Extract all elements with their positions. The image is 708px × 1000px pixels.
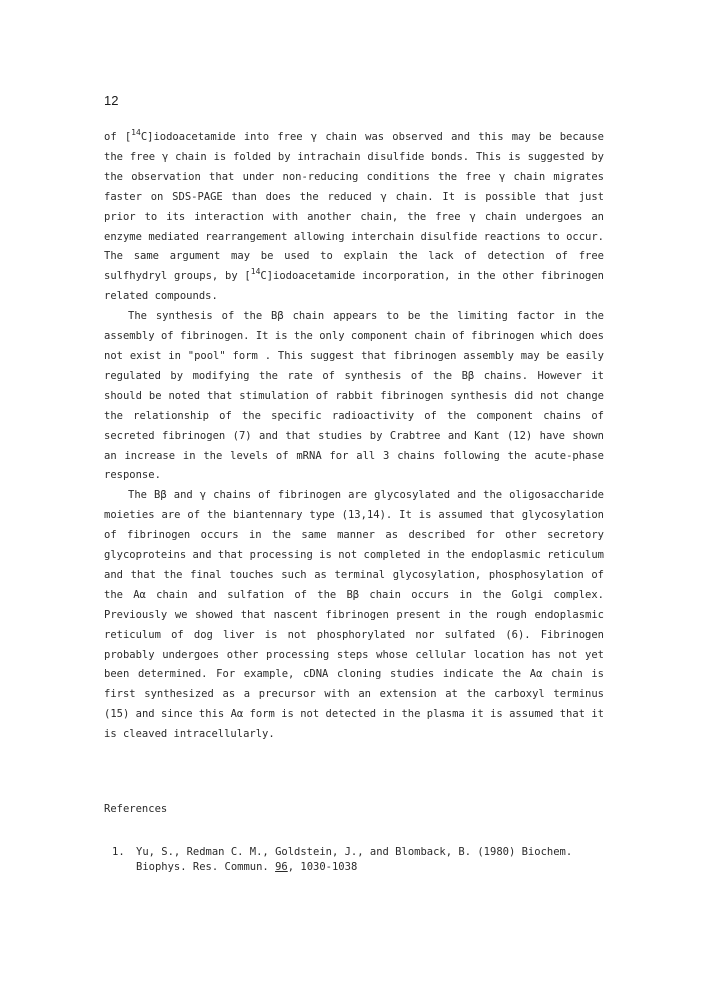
reference-pages: , 1030-1038	[287, 861, 358, 873]
text-run: C]iodoacetamide incorporation, in the other fibrinogen related compounds.	[104, 270, 604, 303]
superscript: 14	[250, 267, 261, 277]
reference-line-2	[104, 860, 609, 875]
references-heading: References	[104, 803, 168, 815]
reference-number: 1.	[112, 846, 125, 858]
paragraph-2	[104, 307, 604, 486]
paragraph-3	[104, 486, 604, 745]
text-run: C]iodoacetamide into free γ chain was observed and this may be because the free γ chain is folded by intrachain disulfide bonds. This is suggested by the observation that under non-reducing conditions the free γ chain migrates faster on SDS-PAGE than does the reduced γ chain. It is possible that just prior to its interaction with another chain, the free γ chain undergoes an enzyme mediated rearrangement allowing interchain disulfide reactions to occur. The same argument may be used to explain the lack of detection of free sulfhydryl groups, by [	[104, 131, 604, 283]
superscript: 14	[131, 128, 141, 137]
body-text	[104, 128, 604, 745]
text-run: The synthesis of the Bβ chain appears to be the limiting factor in the assembly of fibrinogen. It is the only component chain of fibrinogen which does not exist in "pool" form . This suggest that fibrinogen assembly may be easily regulated by modifying the rate of synthesis of the Bβ chains. However it should be noted that stimulation of rabbit fibrinogen synthesis did not change the relationship of the specific radioactivity of the component chains of secreted fibrinogen (7) and that studies by Crabtree and Kant (12) have shown an increase in the levels of mRNA for all 3 chains following the acute-phase response.	[104, 310, 604, 482]
reference-item	[104, 845, 609, 875]
text-run: The Bβ and γ chains of fibrinogen are glycosylated and the oligosaccharide moieties are of the biantennary type (13,14). It is assumed that glycosylation of fibrinogen occurs in the same manner as described for other secretory glycoproteins and that processing is not completed in the endoplasmic reticulum and that the final touches such as terminal glycosylation, phosphosylation of the Aα chain and sulfation of the Bβ chain occurs in the Golgi complex. Previously we showed that nascent fibrinogen present in the rough endoplasmic reticulum of dog liver is not phosphorylated nor sulfated (6). Fibrinogen probably undergoes other processing steps whose cellular location has not yet been determined. For example, cDNA cloning studies indicate the Aα chain is first synthesized as a precursor with an extension at the carboxyl terminus (15) and since this Aα form is not detected in the plasma it is assumed that it is cleaved intracellularly.	[104, 489, 604, 741]
reference-journal: Biophys. Res. Commun.	[136, 861, 276, 873]
page-number: 12	[104, 93, 119, 108]
reference-volume: 96	[275, 861, 288, 873]
paragraph-1	[104, 128, 604, 307]
reference-line-1: Yu, S., Redman C. M., Goldstein, J., and Blomback, B. (1980) Biochem.	[136, 846, 573, 858]
text-run: of [	[104, 131, 132, 143]
